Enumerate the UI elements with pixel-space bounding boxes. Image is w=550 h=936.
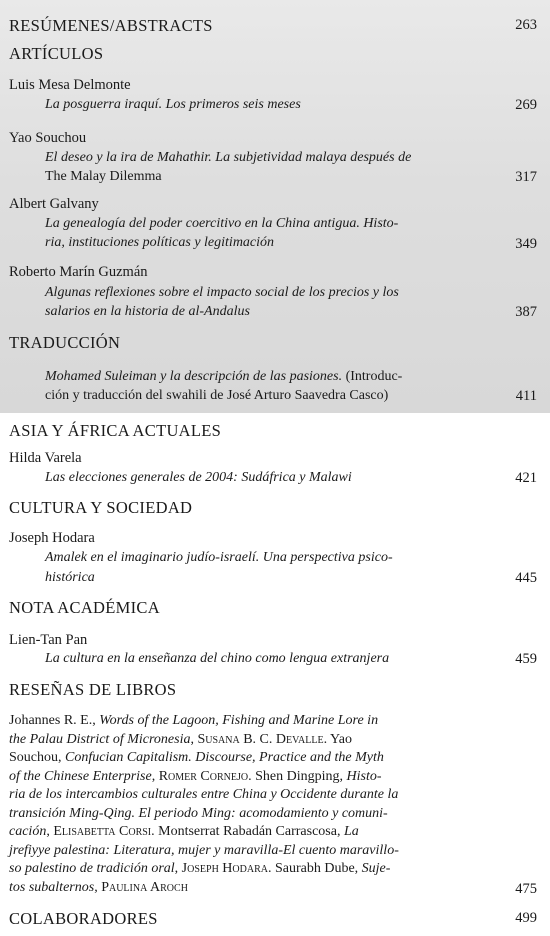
entry-title: Algunas reflexiones sobre el impacto social de los precios y los	[45, 285, 399, 300]
review-text: transición Ming-Qing. El periodo Ming: acomodamiento y comuni-	[9, 805, 388, 821]
page-number-colaboradores: 499	[515, 910, 537, 926]
review-text: . Yao	[323, 731, 352, 747]
entry-author: Yao Souchou	[9, 130, 87, 146]
review-text: ,	[94, 879, 102, 895]
review-text: ,	[46, 824, 54, 839]
entry-title: La genealogía del poder coercitivo en la China antigua. Histo-	[45, 216, 399, 231]
review-text: Suje-	[361, 861, 391, 876]
review-text: . Shen Dingping,	[248, 768, 347, 784]
review-text: La	[343, 824, 359, 839]
section-heading-resumenes: RESÚMENES/ABSTRACTS	[9, 16, 213, 35]
review-text: Words of the Lagoon, Fishing and Marine Lore in	[99, 713, 379, 728]
entry-title-continued: ria, instituciones políticas y legitimación	[45, 235, 275, 250]
entry-author: Lien-Tan Pan	[9, 632, 88, 648]
review-text: . Montserrat Rabadán Carrascosa,	[151, 824, 344, 839]
section-heading-articulos: ARTÍCULOS	[9, 44, 104, 63]
section-heading-asia-africa: ASIA Y ÁFRICA ACTUALES	[9, 421, 222, 440]
review-text: of the Chinese Enterprise	[9, 768, 152, 784]
book-review-line	[9, 843, 399, 859]
reviewer-name: Paulina Aroch	[101, 879, 188, 895]
book-review-line	[9, 769, 382, 785]
review-text: Souchou,	[9, 750, 65, 765]
entry-author: Hilda Varela	[9, 450, 82, 466]
section-heading-resenas: RESEÑAS DE LIBROS	[9, 680, 177, 699]
section-heading-colaboradores: COLABORADORES	[9, 909, 158, 928]
entry-author: Joseph Hodara	[9, 530, 95, 546]
translation-title-continued: ción y traducción del swahili de José Arturo Saavedra Casco)	[45, 388, 389, 403]
review-text: ,	[190, 731, 198, 747]
translation-title-rest: (Introduc-	[342, 369, 403, 384]
book-review-line	[9, 824, 359, 840]
entry-page-number: 411	[515, 388, 537, 404]
reviewer-name: Romer Cornejo	[158, 768, 249, 784]
entry-page-number: 317	[515, 169, 537, 185]
review-text: cación	[9, 824, 47, 839]
entry-page-number: 269	[515, 97, 537, 113]
review-text: jrefiyye palestina: Literatura, mujer y maravilla-El cuento maravillo-	[9, 842, 399, 858]
review-text: ria de los intercambios culturales entre China y Occidente durante la	[9, 787, 399, 802]
entry-title: Las elecciones generales de 2004: Sudáfrica y Malawi	[45, 470, 352, 485]
section-heading-traduccion: TRADUCCIÓN	[9, 333, 121, 352]
translation-title-italic: Mohamed Suleiman y la descripción de las pasiones.	[45, 369, 343, 384]
review-text: ,	[151, 768, 159, 784]
entry-title-continued: salarios en la historia de al-Andalus	[45, 304, 250, 319]
review-text: Histo-	[346, 768, 382, 784]
reviewer-name: Joseph Hodara	[181, 861, 268, 876]
review-text: ,	[174, 861, 182, 876]
section-heading-nota: NOTA ACADÉMICA	[9, 598, 160, 617]
review-text: so palestino de tradición oral	[9, 861, 175, 876]
entry-author: Albert Galvany	[9, 196, 99, 212]
review-text: Confucian Capitalism. Discourse, Practice and the Myth	[65, 750, 384, 765]
book-review-line	[9, 806, 388, 822]
reviewer-name: Elisabetta Corsi	[53, 824, 152, 839]
entry-title: El deseo y la ira de Mahathir. La subjetividad malaya después de	[45, 150, 412, 165]
entry-page-number: 387	[515, 304, 537, 320]
entry-page-number: 349	[515, 236, 537, 252]
entry-page-number: 445	[515, 570, 537, 586]
entry-title: La posguerra iraquí. Los primeros seis meses	[45, 97, 301, 112]
review-text: tos subalternos	[9, 879, 95, 895]
entry-author: Luis Mesa Delmonte	[9, 77, 131, 93]
entry-page-number: 459	[515, 651, 537, 667]
book-review-line	[9, 713, 378, 729]
entry-author: Roberto Marín Guzmán	[9, 264, 148, 280]
entry-title: Amalek en el imaginario judío-israelí. Una perspectiva psico-	[45, 550, 393, 565]
entry-title-continued: histórica	[45, 570, 95, 585]
section-heading-cultura: CULTURA Y SOCIEDAD	[9, 498, 193, 517]
review-text: the Palau District of Micronesia	[9, 731, 191, 747]
book-review-line	[9, 750, 384, 766]
entry-page-number: 421	[515, 470, 537, 486]
book-review-line	[9, 861, 390, 877]
entry-title-continued: The Malay Dilemma	[45, 169, 162, 184]
book-review-line	[9, 880, 188, 896]
review-text: Johannes R. E.,	[9, 713, 100, 728]
review-text: . Saurabh Dube,	[267, 861, 362, 876]
translation-title	[45, 369, 402, 385]
entry-page-number: 475	[515, 881, 537, 897]
page-number-resumenes: 263	[515, 17, 537, 33]
reviewer-name: Susana B. C. Devalle	[197, 731, 324, 747]
book-review-line	[9, 732, 352, 748]
book-review-line	[9, 787, 398, 803]
entry-title: La cultura en la enseñanza del chino como lengua extranjera	[45, 651, 390, 666]
